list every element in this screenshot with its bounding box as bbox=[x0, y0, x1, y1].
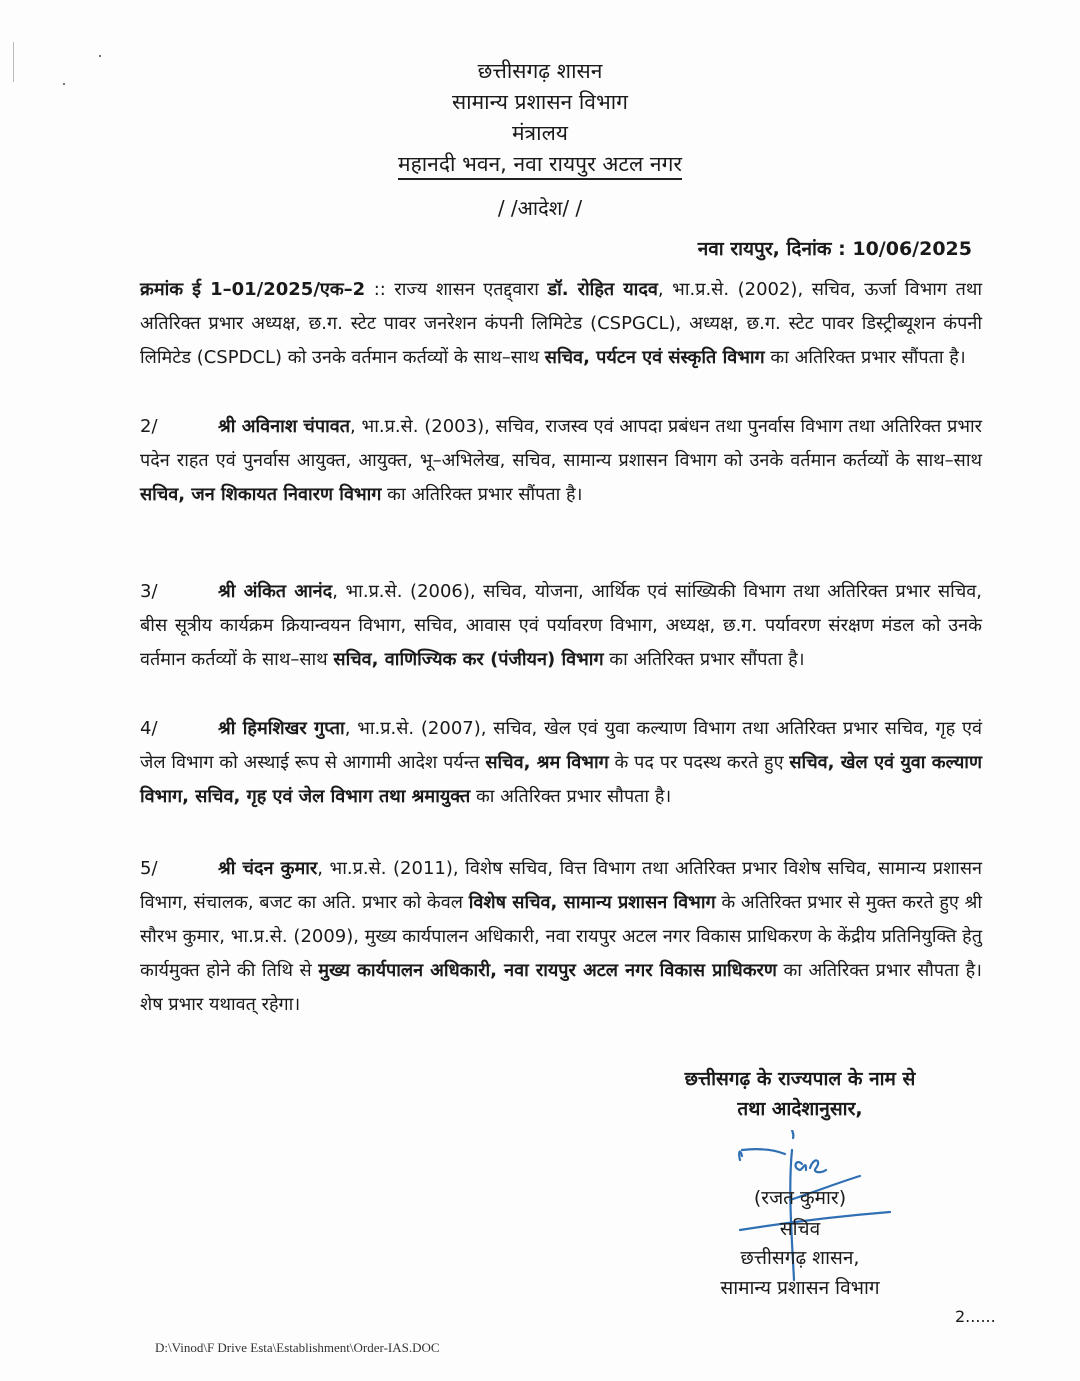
signatory-org-2: सामान्य प्रशासन विभाग bbox=[720, 1277, 880, 1299]
order-title: / /आदेश/ / bbox=[497, 196, 583, 220]
date-line: नवा रायपुर, दिनांक : 10/06/2025 bbox=[697, 238, 972, 260]
order-number: क्रमांक ई 1–01/2025/एक–2 bbox=[140, 279, 366, 300]
assigned-charge: सचिव, जन शिकायत निवारण विभाग bbox=[140, 484, 382, 505]
paragraph-text: का अतिरिक्त प्रभार सौंपता है। bbox=[381, 484, 583, 505]
paragraph-5 bbox=[140, 852, 982, 1022]
paragraph-number: 5/ bbox=[140, 858, 158, 879]
officer-name: श्री हिमशिखर गुप्ता bbox=[218, 718, 345, 739]
paragraph-text: के अतिरिक्त प्रभार से मुक्त करते हुए श्री सौरभ कुमार, भा.प्र.से. (2009), मुख्य कार्यपालन अधिकारी, नवा रायपुर अटल नगर विकास प्राधिकरण के केंद्रीय प्रतिनियुक्ति हेतु कार्यमुक्त होने की तिथि से bbox=[140, 892, 983, 981]
file-path-footer: D:\Vinod\F Drive Esta\Establishment\Order-IAS.DOC bbox=[155, 1340, 440, 1355]
header-government: छत्तीसगढ़ शासन bbox=[477, 59, 603, 83]
signatory-designation: सचिव bbox=[779, 1218, 821, 1240]
paragraph-number: 4/ bbox=[140, 718, 158, 739]
paragraph-text: , भा.प्र.से. (2011), विशेष सचिव, वित्त विभाग तथा अतिरिक्त प्रभार विशेष सचिव, सामान्य प्रशासन विभाग, संचालक, बजट का अति. प्रभार को केवल bbox=[140, 858, 983, 913]
new-posting: सचिव, श्रम विभाग bbox=[485, 752, 609, 773]
assigned-charge: मुख्य कार्यपालन अधिकारी, नवा रायपुर अटल नगर विकास प्राधिकरण bbox=[318, 960, 777, 981]
paragraph-2 bbox=[140, 410, 982, 512]
officer-name: श्री अंकित आनंद bbox=[218, 581, 333, 602]
signature-stroke bbox=[792, 1130, 793, 1138]
header-address-text: महानदी भवन, नवा रायपुर अटल नगर bbox=[398, 152, 682, 180]
paragraph-number: 2/ bbox=[140, 416, 158, 437]
officer-name: डॉ. रोहित यादव bbox=[547, 279, 658, 300]
paragraph-4 bbox=[140, 712, 982, 814]
paragraph-text: का अतिरिक्त प्रभार सौंपता है। bbox=[764, 347, 966, 368]
paragraph-text: , भा.प्र.से. (2007), सचिव, खेल एवं युवा कल्याण विभाग तथा अतिरिक्त प्रभार सचिव, गृह एवं जेल विभाग को अस्थाई रूप से आगामी आदेश पर्यन्त bbox=[140, 718, 982, 773]
officer-name: श्री अविनाश चंपावत bbox=[218, 416, 351, 437]
closing-line-2: तथा आदेशानुसार, bbox=[737, 1098, 863, 1120]
assigned-charge: सचिव, पर्यटन एवं संस्कृति विभाग bbox=[544, 347, 765, 368]
paragraph-text: का अतिरिक्त प्रभार सौपता है। शेष प्रभार यथावत् रहेगा। bbox=[140, 960, 982, 1015]
paragraph-text: के पद पर पदस्थ करते हुए bbox=[608, 752, 790, 773]
paragraph-text: , भा.प्र.से. (2006), सचिव, योजना, आर्थिक एवं सांख्यिकी विभाग तथा अतिरिक्त प्रभार सचिव, बीस सूत्रीय कार्यक्रम क्रियान्वयन विभाग, सचिव, आवास एवं पर्यावरण विभाग, अध्यक्ष, छ.ग. पर्यावरण संरक्षण मंडल को उनके वर्तमान कर्तव्यों के साथ–साथ bbox=[140, 581, 982, 670]
paragraph-3 bbox=[140, 575, 982, 677]
paragraph-text: का अतिरिक्त प्रभार सौपता है। bbox=[470, 786, 672, 807]
header-ministry: मंत्रालय bbox=[511, 121, 568, 145]
signatory-name: (रजत कुमार) bbox=[753, 1187, 847, 1209]
signature-stroke bbox=[796, 1160, 826, 1172]
paragraph-text: :: राज्य शासन एतद्द्वारा bbox=[365, 279, 548, 300]
relieved-charge: विशेष सचिव, सामान्य प्रशासन विभाग bbox=[468, 892, 716, 913]
paragraph-text: का अतिरिक्त प्रभार सौंपता है। bbox=[603, 649, 805, 670]
closing-line-1: छत्तीसगढ़ के राज्यपाल के नाम से bbox=[684, 1068, 916, 1090]
officer-name: श्री चंदन कुमार bbox=[218, 858, 318, 879]
paragraph-number: 3/ bbox=[140, 581, 158, 602]
paragraph-text: , भा.प्र.से. (2003), सचिव, राजस्व एवं आपदा प्रबंधन तथा पुनर्वास विभाग तथा अतिरिक्त प्रभार पदेन राहत एवं पुनर्वास आयुक्त, आयुक्त, भू–अभिलेख, सचिव, सामान्य प्रशासन विभाग को उनके वर्तमान कर्तव्यों के साथ–साथ bbox=[140, 416, 983, 471]
paragraph-text: , भा.प्र.से. (2002), सचिव, ऊर्जा विभाग तथा अतिरिक्त प्रभार अध्यक्ष, छ.ग. स्टेट पावर जनरेशन कंपनी लिमिटेड (CSPGCL), अध्यक्ष, छ.ग. स्टेट पावर डिस्ट्रीब्यूशन कंपनी लिमिटेड (CSPDCL) को उनके वर्तमान कर्तव्यों के साथ–साथ bbox=[140, 279, 982, 368]
assigned-charge: सचिव, खेल एवं युवा कल्याण विभाग, सचिव, गृह एवं जेल विभाग तथा श्रमायुक्त bbox=[140, 752, 982, 807]
header-department: सामान्य प्रशासन विभाग bbox=[451, 90, 629, 114]
signature-stroke bbox=[739, 1149, 785, 1160]
assigned-charge: सचिव, वाणिज्यिक कर (पंजीयन) विभाग bbox=[333, 649, 604, 670]
page-continuation: 2...... bbox=[955, 1307, 996, 1326]
signatory-org-1: छत्तीसगढ़ शासन, bbox=[740, 1247, 860, 1269]
paragraph-1 bbox=[140, 273, 982, 375]
header-address bbox=[0, 150, 1080, 178]
